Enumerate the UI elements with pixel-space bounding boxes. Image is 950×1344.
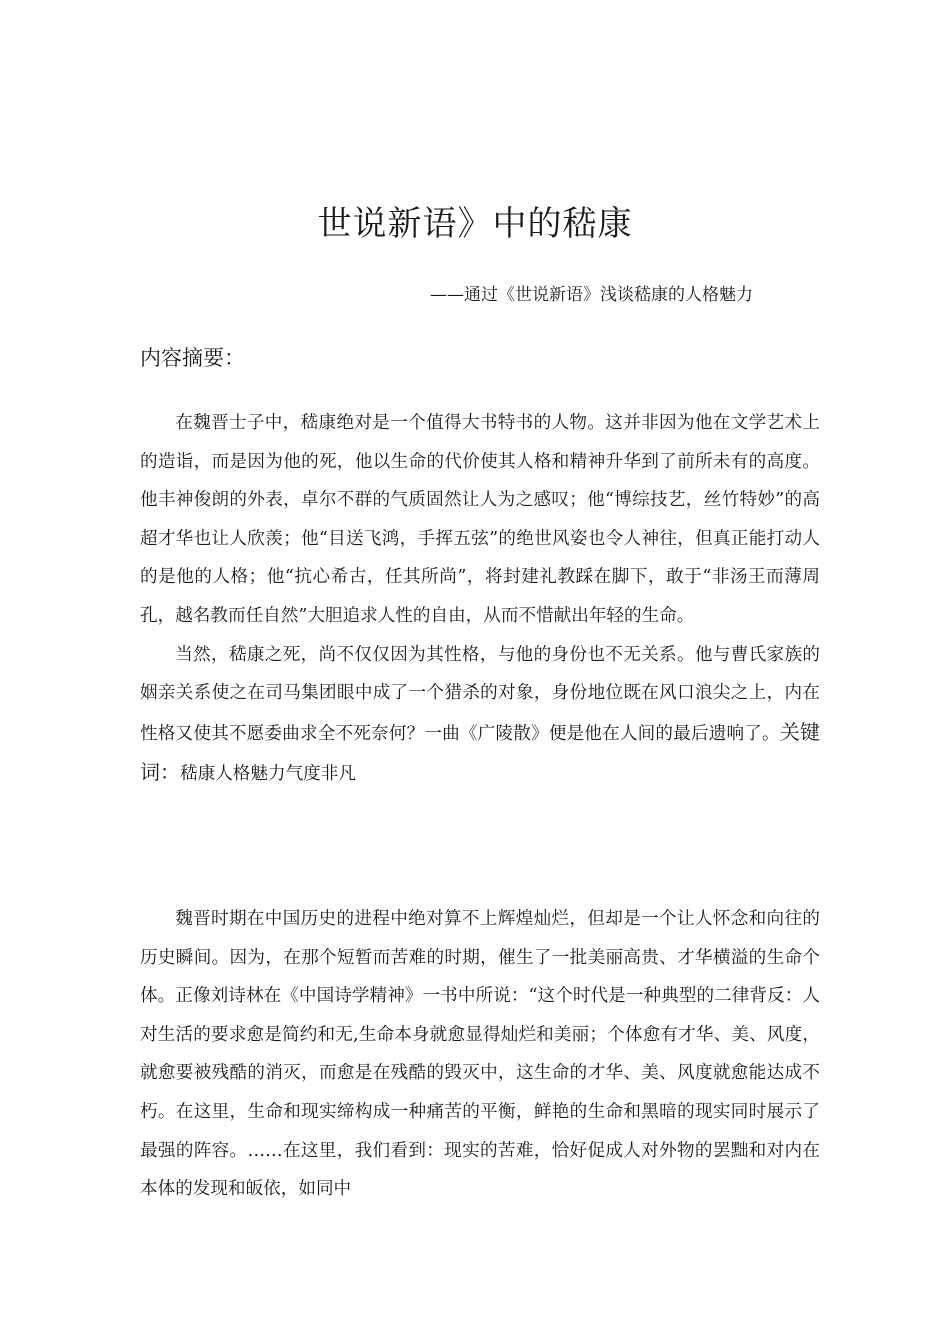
document-title: 世说新语》中的嵇康 (317, 204, 633, 244)
abstract-paragraph: 在魏晋士子中，嵇康绝对是一个值得大书特书的人物。这并非因为他在文学艺术上的造诣，而是因为他的死，他以生命的代价使其人格和精神升华到了前所未有的高度。他丰神俊朗的外表，卓尔不群的气质固然让人为之感叹；他“博综技艺，丝竹特妙”的高超才华也让人欣羡；他“目送飞鸿，手挥五弦”的绝世风姿也令人神往，但真正能打动人的是他的人格；他“抗心希古，任其所尚”，将封建礼教踩在脚下，敢于“非汤王而薄周孔，越名教而任自然”大胆追求人性的自由，从而不惜献出年轻的生命。 (140, 413, 820, 626)
keywords-value: 嵇康人格魅力气度非凡 (180, 764, 356, 785)
abstract-section (140, 404, 820, 794)
abstract-heading: 内容摘要： (140, 346, 245, 370)
document-subtitle: ——通过《世说新语》浅谈嵇康的人格魅力 (430, 285, 753, 305)
body-section (140, 900, 820, 1209)
abstract-paragraph-with-keywords (140, 636, 820, 794)
keywords-label: 关键词： (140, 719, 820, 785)
abstract-paragraph-text: 当然，嵇康之死，尚不仅仅因为其性格，与他的身份也不无关系。他与曹氏家族的姻亲关系使之在司马集团眼中成了一个猎杀的对象，身份地位既在风口浪尖之上，内在性格又使其不愿委曲求全不死奈何？一曲《广陵散》便是他在人间的最后遗响了。 (140, 644, 820, 744)
body-paragraph: 魏晋时期在中国历史的进程中绝对算不上辉煌灿烂，但却是一个让人怀念和向往的历史瞬间。因为，在那个短暂而苦难的时期，催生了一批美丽高贵、才华横溢的生命个体。正像刘诗林在《中国诗学精神》一书中所说：“这个时代是一种典型的二律背反：人对生活的要求愈是简约和无,生命本身就愈显得灿烂和美丽；个体愈有才华、美、风度，就愈要被残酷的消灭，而愈是在残酷的毁灭中，这生命的才华、美、风度就愈能达成不朽。在这里，生命和现实缔构成一种痛苦的平衡，鲜艳的生命和黑暗的现实同时展示了最强的阵容。……在这里，我们看到：现实的苦难，恰好促成人对外物的罢黜和对内在本体的发现和皈依，如同中 (140, 909, 820, 1200)
